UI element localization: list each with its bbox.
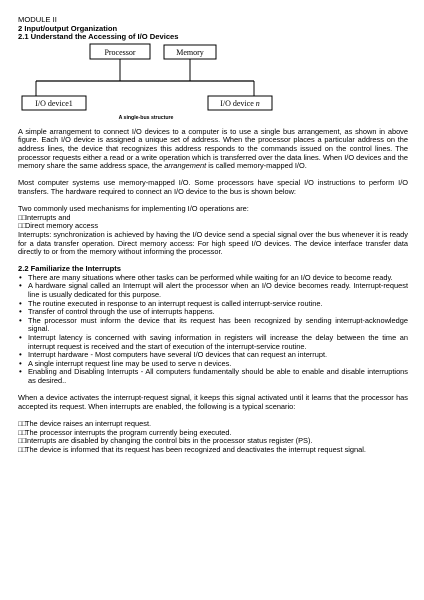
paragraph-single-bus: A simple arrangement to connect I/O devices to a computer is to use a single bus arrangement, as shown in above figure. Each I/O device is assigned a unique set of address. When the processor places a particular address on the address lines, the device that recognizes this address responds to the commands issued on the control lines. The processor requests either a read or a write operation which is transferred over the data lines. When I/O devices and the memory share the same address space, the arrangement is called memory-mapped I/O. [18, 126, 408, 171]
scenario-step: □□The device raises an interrupt request. [18, 418, 152, 428]
list-item: • Interrupt latency is concerned with saving information in registers will increase the delay between the time an interrupt request is received and the start of execution of the interrupt-service routine. [28, 334, 408, 351]
bus-diagram [18, 42, 408, 128]
subsection-heading: 2.1 Understand the Accessing of I/O Devices [18, 32, 179, 42]
single-bus-figure [18, 42, 408, 128]
interrupts-heading: 2.2 Familiarize the Interrupts [18, 264, 121, 274]
interrupts-bullet-list [18, 274, 408, 386]
checkbox-glyph: □□ [18, 427, 25, 437]
paragraph-scenario-intro: When a device activates the interrupt-request signal, it keeps this signal activated until it learns that the processor has accepted its request. When interrupts are enabled, the following is a typical scenario: [18, 393, 408, 411]
document-page [18, 16, 408, 454]
scenario-step: □□The device is informed that its request has been recognized and deactivates the interrupt request signal. [18, 444, 366, 454]
section-heading: 2 Input/output Organization [18, 23, 118, 33]
module-label: MODULE II [18, 15, 57, 24]
checkbox-glyph: □□ [18, 221, 25, 231]
scenario-step: □□The processor interrupts the program currently being executed. [18, 427, 232, 437]
processor-label: Processor [104, 47, 136, 57]
list-item: • A hardware signal called an Interrupt will alert the processor when an I/O device becomes ready. Interrupt-request line is usually dedicated for this purpose. [28, 282, 408, 299]
figure-caption: A single-bus structure [118, 114, 174, 121]
list-item: • The processor must inform the device that its request has been recognized by sending interrupt-acknowledge signal. [28, 317, 408, 334]
list-item: • Interrupt hardware - Most computers have several I/O devices that can request an interrupt. [28, 351, 408, 360]
io-devicen-label: I/O device n [220, 98, 260, 108]
paragraph-memory-mapped: Most computer systems use memory-mapped I/O. Some processors have special I/O instructions to perform I/O transfers. The hardware required to connect an I/O device to the bus is shown below: [18, 178, 408, 196]
checkbox-glyph: □□ [18, 212, 25, 222]
checkbox-glyph: □□ [18, 444, 25, 454]
mechanism-item: □□Interrupts and [18, 212, 71, 222]
list-item: • There are many situations where other tasks can be performed while waiting for an I/O device to become ready. [28, 274, 408, 283]
scenario-step: □□Interrupts are disabled by changing the control bits in the processor status register (PS). [18, 436, 313, 446]
paragraph-interrupts-dma: Interrupts: synchronization is achieved by having the I/O device send a special signal over the bus whenever it is ready for a data transfer operation. Direct memory access: For high speed I/O devices. The device interface transfer data directly to or from the memory without informing the processor. [18, 229, 408, 257]
checkbox-glyph: □□ [18, 436, 25, 446]
list-item: • The routine executed in response to an interrupt request is called interrupt-service routine. [28, 300, 408, 309]
list-item: • Enabling and Disabling Interrupts - All computers fundamentally should be able to enable and disable interruptions as desired.. [28, 368, 408, 385]
memory-label: Memory [176, 47, 204, 57]
checkbox-glyph: □□ [18, 418, 25, 428]
list-item: • A single interrupt request line may be used to serve n devices. [28, 360, 408, 369]
list-item: • Transfer of control through the use of interrupts happens. [28, 308, 408, 317]
io-device1-label: I/O device1 [35, 98, 73, 108]
paragraph-mechanisms-intro: Two commonly used mechanisms for implementing I/O operations are: [18, 204, 249, 214]
mechanism-item: □□Direct memory access [18, 221, 99, 231]
